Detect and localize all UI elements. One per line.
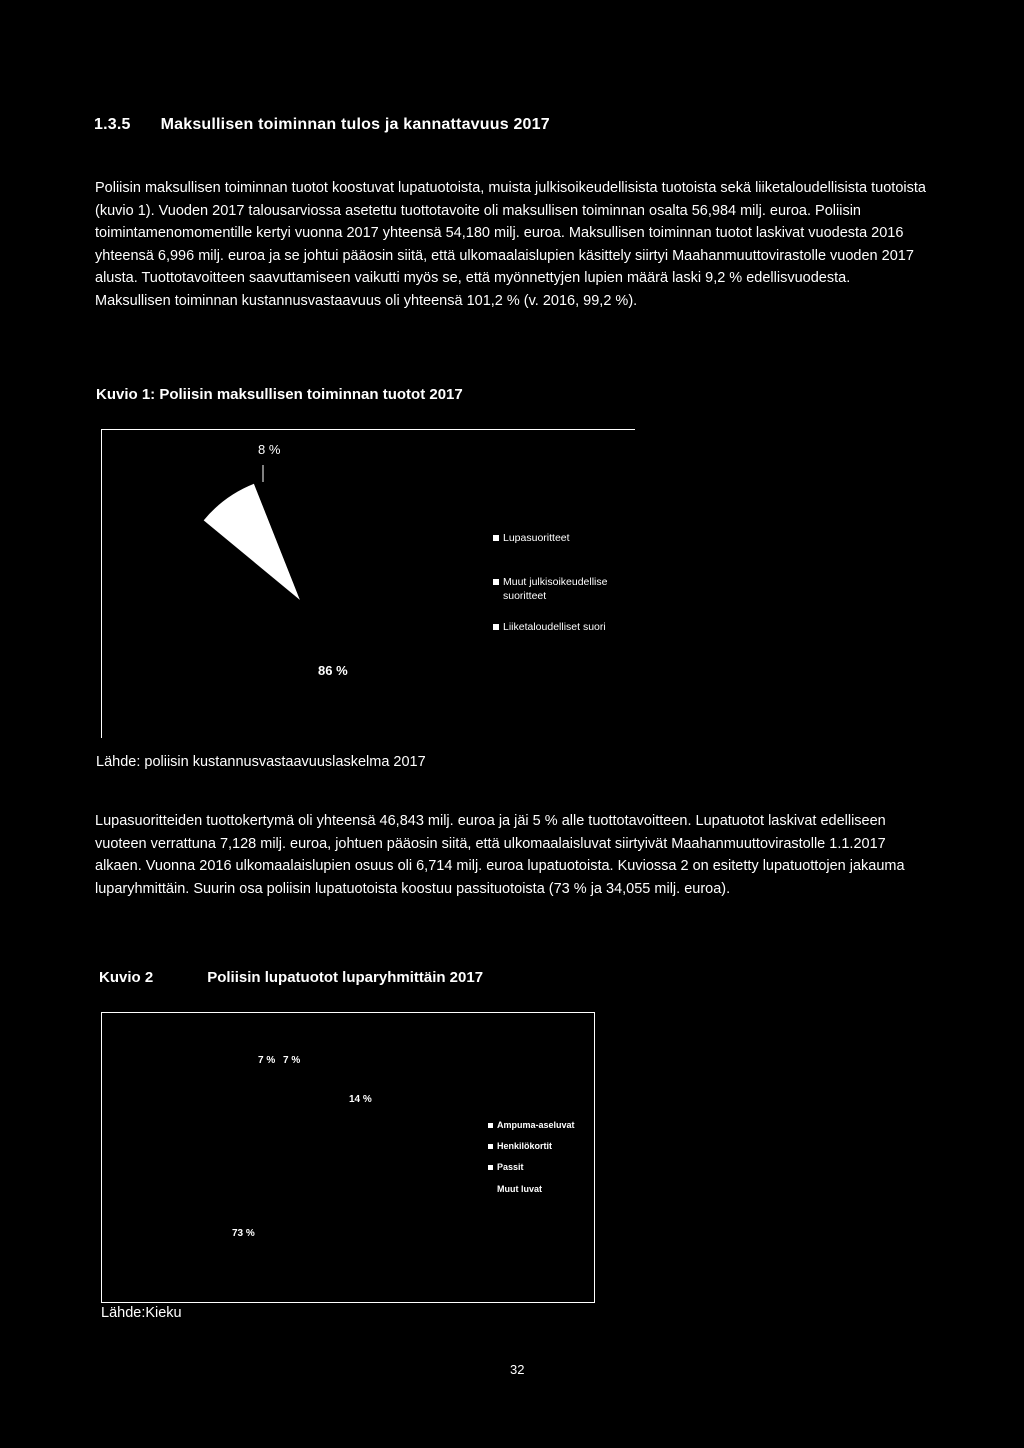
chart2-legend-label: Muut luvat — [497, 1184, 542, 1194]
chart2-legend-item — [488, 1118, 575, 1132]
chart1-legend-item — [493, 531, 570, 545]
chart2-legend-item — [488, 1139, 552, 1153]
page-number: 32 — [510, 1362, 525, 1377]
chart1-legend-label: Muut julkisoikeudellise suoritteet — [503, 576, 608, 602]
chart1-legend-swatch — [493, 624, 499, 630]
figure2-number: Kuvio 2 — [99, 969, 154, 986]
figure1-title: Kuvio 1: Poliisin maksullisen toiminnan tuotot 2017 — [96, 386, 463, 403]
chart1-label-1: 8 % — [258, 442, 281, 457]
figure1-source: Lähde: poliisin kustannusvastaavuuslaskelma 2017 — [96, 754, 426, 770]
chart1-legend-label: Liiketaloudelliset suori — [503, 621, 606, 633]
chart2-legend-swatch — [488, 1144, 493, 1149]
chart1-legend-item — [493, 575, 633, 603]
chart2-legend-item — [488, 1182, 542, 1196]
figure2-title-text: Poliisin lupatuotot luparyhmittäin 2017 — [207, 969, 484, 986]
chart2-legend-label: Ampuma-aseluvat — [497, 1120, 575, 1130]
chart2-legend-label: Passit — [497, 1162, 524, 1172]
chart2-legend-swatch — [488, 1165, 493, 1170]
chart2-label-0: 7 % — [258, 1055, 276, 1066]
chart2-label-3: 7 % — [283, 1055, 301, 1066]
chart1-legend-item — [493, 620, 606, 634]
chart2-legend-swatch — [488, 1123, 493, 1128]
section-number: 1.3.5 — [94, 116, 131, 133]
chart2-label-1: 14 % — [349, 1094, 372, 1105]
chart2-legend-item — [488, 1160, 524, 1174]
chart1-label-0: 86 % — [318, 663, 348, 678]
paragraph-intro: Poliisin maksullisen toiminnan tuotot koostuvat lupatuotoista, muista julkisoikeudellisista tuotoista sekä liiketaloudellisista tuotoista (kuvio 1). Vuoden 2017 talousarviossa asetettu tuottotavoite oli maksullisen toiminnan osalta 56,984 milj. euroa. Poliisin toimintamenomomentille kertyi vuonna 2017 yhteensä 54,180 milj. euroa. Maksullisen toiminnan tuotot laskivat vuodesta 2016 yhteensä 6,996 milj. euroa ja se johtui pääosin siitä, että ulkomaalaislupien käsittely siirtyi Maahanmuuttovirastolle vuoden 2017 alusta. Tuottotavoitteen saavuttamiseen vaikutti myös se, että myönnettyjen lupien määrä laski 9,2 % edellisvuodesta. Maksullisen toiminnan kustannusvastaavuus oli yhteensä 101,2 % (v. 2016, 99,2 %). — [95, 180, 926, 309]
section-title: Maksullisen toiminnan tulos ja kannattavuus 2017 — [160, 116, 550, 133]
figure2-source: Lähde:Kieku — [101, 1305, 182, 1321]
chart1-legend-swatch — [493, 579, 499, 585]
chart1-legend-label: Lupasuoritteet — [503, 532, 570, 544]
chart1-legend-swatch — [493, 535, 499, 541]
chart2-label-2: 73 % — [232, 1228, 255, 1239]
chart2-legend-label: Henkilökortit — [497, 1141, 553, 1151]
paragraph-permits: Lupasuoritteiden tuottokertymä oli yhteensä 46,843 milj. euroa ja jäi 5 % alle tuottotavoitteen. Lupatuotot laskivat edelliseen vuoteen verrattuna 7,128 milj. euroa, johtuen pääosin siitä, että ulkomaalaisluvat siirtyivät Maahanmuuttovirastolle 1.1.2017 alkaen. Vuonna 2016 ulkomaalaislupien osuus oli 6,714 milj. euroa lupatuotoista. Kuviossa 2 on esitetty lupatuottojen jakauma luparyhmittäin. Suurin osa poliisin lupatuotoista koostuu passituotoista (73 % ja 34,055 milj. euroa). — [95, 813, 905, 897]
